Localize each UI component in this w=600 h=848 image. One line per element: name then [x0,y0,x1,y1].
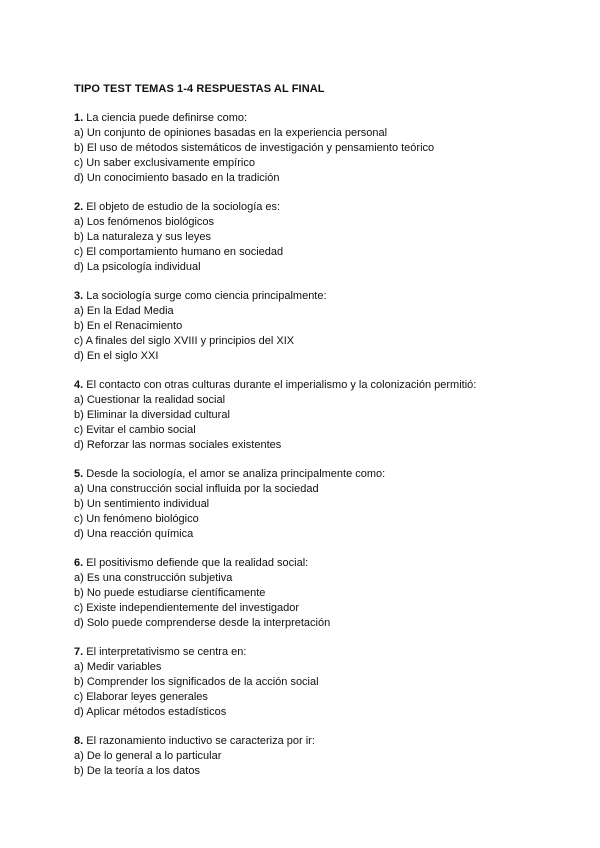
answer-option: c) Elaborar leyes generales [74,691,208,703]
answer-option: c) A finales del siglo XVIII y principios del XIX [74,335,295,347]
question-8 [74,734,574,779]
answer-option: d) En el siglo XXI [74,350,159,362]
answer-option: c) Un fenómeno biológico [74,513,199,525]
answer-option: a) Los fenómenos biológicos [74,216,215,228]
question-prompt: El positivismo defiende que la realidad social: [83,557,309,569]
answer-option: d) Un conocimiento basado en la tradición [74,172,280,184]
question-prompt: El interpretativismo se centra en: [83,646,247,658]
answer-option: a) Un conjunto de opiniones basadas en la experiencia personal [74,127,388,139]
answer-option: d) Aplicar métodos estadísticos [74,706,227,718]
question-number: 5. [74,468,84,480]
answer-option: a) De lo general a lo particular [74,750,222,762]
answer-option: b) Eliminar la diversidad cultural [74,409,230,421]
answer-option: a) Medir variables [74,661,162,673]
answer-option: b) Comprender los significados de la acción social [74,676,319,688]
question-text [74,378,574,393]
question-prompt: Desde la sociología, el amor se analiza principalmente como: [83,468,386,480]
answer-option: c) Existe independientemente del investigador [74,602,300,614]
question-list [74,111,574,793]
question-number: 2. [74,201,84,213]
answer-option: d) Reforzar las normas sociales existentes [74,439,282,451]
answer-option: b) La naturaleza y sus leyes [74,231,211,243]
question-text [74,734,574,749]
question-6 [74,556,574,631]
question-text [74,556,574,571]
question-number: 6. [74,557,84,569]
question-5 [74,467,574,542]
question-number: 1. [74,112,84,124]
answer-option: b) Un sentimiento individual [74,498,210,510]
question-4 [74,378,574,453]
answer-option: a) Cuestionar la realidad social [74,394,226,406]
question-text [74,289,574,304]
question-prompt: La sociología surge como ciencia principalmente: [83,290,327,302]
answer-option: d) Una reacción química [74,528,194,540]
answer-option: d) Solo puede comprenderse desde la interpretación [74,617,331,629]
question-prompt: La ciencia puede definirse como: [83,112,248,124]
question-prompt: El objeto de estudio de la sociología es: [83,201,281,213]
question-prompt: El contacto con otras culturas durante el imperialismo y la colonización permitió: [83,379,477,391]
question-number: 7. [74,646,84,658]
answer-option: b) De la teoría a los datos [74,765,200,777]
question-text [74,111,574,126]
answer-option: c) Un saber exclusivamente empírico [74,157,255,169]
answer-option: b) No puede estudiarse científicamente [74,587,266,599]
question-1 [74,111,574,186]
answer-option: a) En la Edad Media [74,305,174,317]
question-number: 4. [74,379,84,391]
answer-option: b) En el Renacimiento [74,320,183,332]
answer-option: c) Evitar el cambio social [74,424,196,436]
question-7 [74,645,574,720]
question-text [74,645,574,660]
question-prompt: El razonamiento inductivo se caracteriza por ir: [83,735,315,747]
answer-option: c) El comportamiento humano en sociedad [74,246,284,258]
answer-option: d) La psicología individual [74,261,201,273]
question-number: 3. [74,290,84,302]
answer-option: a) Una construcción social influida por la sociedad [74,483,319,495]
document-title: TIPO TEST TEMAS 1-4 RESPUESTAS AL FINAL [74,83,325,95]
question-number: 8. [74,735,84,747]
question-3 [74,289,574,364]
question-text [74,200,574,215]
question-2 [74,200,574,275]
answer-option: a) Es una construcción subjetiva [74,572,233,584]
question-text [74,467,574,482]
answer-option: b) El uso de métodos sistemáticos de investigación y pensamiento teórico [74,142,435,154]
